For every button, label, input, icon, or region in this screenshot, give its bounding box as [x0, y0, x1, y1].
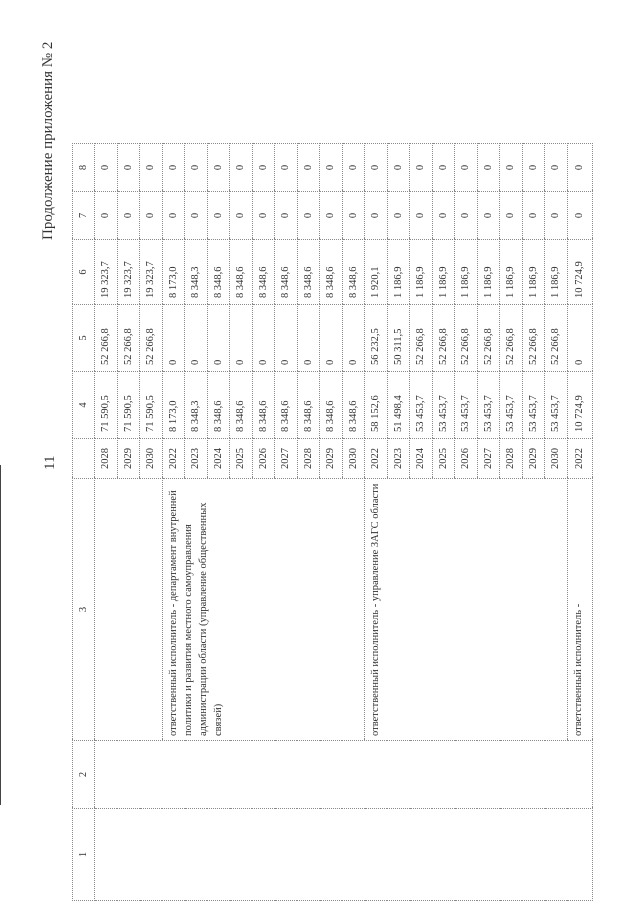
total-cell: 10 724,9 [567, 372, 593, 439]
col-8-cell: 0 [297, 144, 320, 192]
col-5-cell: 52 266,8 [432, 305, 455, 372]
col-6-cell: 8 348,6 [252, 240, 275, 305]
col-7-cell: 0 [230, 192, 253, 240]
total-cell: 8 348,6 [342, 372, 365, 439]
executor-cell: ответственный исполнитель - управление ЗАГС области [365, 479, 568, 741]
col-6-cell: 8 348,6 [230, 240, 253, 305]
header-col-8: 8 [73, 144, 95, 192]
col-2-cell [95, 741, 593, 809]
budget-table [72, 143, 593, 901]
col-6-cell: 8 173,0 [162, 240, 185, 305]
col-6-cell: 1 186,9 [500, 240, 523, 305]
col-6-cell: 1 186,9 [522, 240, 545, 305]
col-8-cell: 0 [320, 144, 343, 192]
executor-cell: ответственный исполнитель - департамент внутренней политики и развития местного самоуправления администрации области (управление общественных связей) [162, 479, 365, 741]
col-5-cell: 52 266,8 [117, 305, 140, 372]
year-cell: 2026 [252, 439, 275, 479]
col-8-cell: 0 [567, 144, 593, 192]
col-5-cell: 52 266,8 [477, 305, 500, 372]
header-col-6: 6 [73, 240, 95, 305]
total-cell: 53 453,7 [477, 372, 500, 439]
col-7-cell: 0 [500, 192, 523, 240]
header-col-5: 5 [73, 305, 95, 372]
col-6-cell: 1 186,9 [455, 240, 478, 305]
col-7-cell: 0 [342, 192, 365, 240]
col-6-cell: 8 348,3 [185, 240, 208, 305]
table-body [95, 144, 593, 901]
col-7-cell: 0 [252, 192, 275, 240]
col-6-cell: 8 348,6 [342, 240, 365, 305]
year-cell: 2028 [297, 439, 320, 479]
col-7-cell: 0 [522, 192, 545, 240]
col-7-cell: 0 [432, 192, 455, 240]
col-5-cell: 0 [207, 305, 230, 372]
year-cell: 2022 [567, 439, 593, 479]
total-cell: 8 348,6 [297, 372, 320, 439]
col-5-cell: 0 [567, 305, 593, 372]
col-5-cell: 52 266,8 [545, 305, 568, 372]
total-cell: 53 453,7 [545, 372, 568, 439]
table-row [95, 144, 118, 901]
col-5-cell: 52 266,8 [140, 305, 163, 372]
total-cell: 71 590,5 [117, 372, 140, 439]
header-col-1: 1 [73, 809, 95, 901]
col-6-cell: 19 323,7 [95, 240, 118, 305]
col-6-cell: 1 186,9 [477, 240, 500, 305]
year-cell: 2024 [410, 439, 433, 479]
col-6-cell: 8 348,6 [275, 240, 298, 305]
executor-cell: ответственный исполнитель - [567, 479, 593, 741]
col-7-cell: 0 [185, 192, 208, 240]
total-cell: 8 348,6 [252, 372, 275, 439]
col-7-cell: 0 [207, 192, 230, 240]
col-8-cell: 0 [230, 144, 253, 192]
year-cell: 2029 [522, 439, 545, 479]
year-cell: 2029 [320, 439, 343, 479]
year-cell: 2022 [365, 439, 388, 479]
col-8-cell: 0 [432, 144, 455, 192]
col-8-cell: 0 [365, 144, 388, 192]
year-cell: 2022 [162, 439, 185, 479]
year-cell: 2030 [140, 439, 163, 479]
total-cell: 8 348,3 [185, 372, 208, 439]
col-7-cell: 0 [567, 192, 593, 240]
header-col-7: 7 [73, 192, 95, 240]
col-7-cell: 0 [297, 192, 320, 240]
total-cell: 71 590,5 [95, 372, 118, 439]
year-cell: 2029 [117, 439, 140, 479]
appendix-label: Продолжение приложения № 2 [40, 41, 56, 240]
total-cell: 8 173,0 [162, 372, 185, 439]
col-5-cell: 52 266,8 [455, 305, 478, 372]
col-7-cell: 0 [387, 192, 410, 240]
col-6-cell: 1 186,9 [387, 240, 410, 305]
col-8-cell: 0 [342, 144, 365, 192]
header-col-3: 3 [73, 479, 95, 741]
col-7-cell: 0 [320, 192, 343, 240]
col-7-cell: 0 [117, 192, 140, 240]
col-7-cell: 0 [95, 192, 118, 240]
year-cell: 2030 [342, 439, 365, 479]
col-8-cell: 0 [207, 144, 230, 192]
col-6-cell: 8 348,6 [207, 240, 230, 305]
total-cell: 53 453,7 [432, 372, 455, 439]
col-8-cell: 0 [522, 144, 545, 192]
top-rule [0, 465, 1, 805]
col-5-cell: 56 232,5 [365, 305, 388, 372]
col-6-cell: 1 186,9 [410, 240, 433, 305]
header-row [73, 144, 95, 901]
col-5-cell: 52 266,8 [522, 305, 545, 372]
year-cell: 2028 [500, 439, 523, 479]
col-6-cell: 1 186,9 [432, 240, 455, 305]
total-cell: 51 498,4 [387, 372, 410, 439]
total-cell: 8 348,6 [207, 372, 230, 439]
executor-cell [95, 479, 163, 741]
year-cell: 2025 [230, 439, 253, 479]
col-8-cell: 0 [117, 144, 140, 192]
year-cell: 2028 [95, 439, 118, 479]
col-8-cell: 0 [455, 144, 478, 192]
col-5-cell: 0 [342, 305, 365, 372]
col-8-cell: 0 [500, 144, 523, 192]
col-8-cell: 0 [185, 144, 208, 192]
year-cell: 2025 [432, 439, 455, 479]
col-8-cell: 0 [410, 144, 433, 192]
col-5-cell: 0 [320, 305, 343, 372]
year-cell: 2026 [455, 439, 478, 479]
total-cell: 53 453,7 [500, 372, 523, 439]
col-5-cell: 50 311,5 [387, 305, 410, 372]
col-8-cell: 0 [162, 144, 185, 192]
col-7-cell: 0 [365, 192, 388, 240]
year-cell: 2023 [387, 439, 410, 479]
col-6-cell: 1 186,9 [545, 240, 568, 305]
col-6-cell: 19 323,7 [140, 240, 163, 305]
total-cell: 53 453,7 [522, 372, 545, 439]
year-cell: 2027 [275, 439, 298, 479]
header-col-4: 4 [73, 372, 95, 439]
header-col-2: 2 [73, 741, 95, 809]
col-7-cell: 0 [140, 192, 163, 240]
total-cell: 8 348,6 [320, 372, 343, 439]
col-5-cell: 52 266,8 [410, 305, 433, 372]
col-5-cell: 52 266,8 [95, 305, 118, 372]
col-8-cell: 0 [275, 144, 298, 192]
col-7-cell: 0 [477, 192, 500, 240]
total-cell: 58 152,6 [365, 372, 388, 439]
col-8-cell: 0 [545, 144, 568, 192]
total-cell: 53 453,7 [410, 372, 433, 439]
col-5-cell: 0 [297, 305, 320, 372]
total-cell: 8 348,6 [230, 372, 253, 439]
year-cell: 2024 [207, 439, 230, 479]
col-7-cell: 0 [275, 192, 298, 240]
total-cell: 71 590,5 [140, 372, 163, 439]
col-1-cell [95, 809, 593, 901]
year-cell: 2030 [545, 439, 568, 479]
col-5-cell: 0 [185, 305, 208, 372]
col-5-cell: 0 [230, 305, 253, 372]
col-6-cell: 19 323,7 [117, 240, 140, 305]
col-5-cell: 0 [275, 305, 298, 372]
col-5-cell: 52 266,8 [500, 305, 523, 372]
col-6-cell: 1 920,1 [365, 240, 388, 305]
col-5-cell: 0 [162, 305, 185, 372]
col-6-cell: 8 348,6 [320, 240, 343, 305]
col-7-cell: 0 [410, 192, 433, 240]
total-cell: 53 453,7 [455, 372, 478, 439]
total-cell: 8 348,6 [275, 372, 298, 439]
col-6-cell: 10 724,9 [567, 240, 593, 305]
col-8-cell: 0 [140, 144, 163, 192]
col-5-cell: 0 [252, 305, 275, 372]
col-8-cell: 0 [252, 144, 275, 192]
year-cell: 2023 [185, 439, 208, 479]
page-number: 11 [42, 455, 58, 470]
col-8-cell: 0 [477, 144, 500, 192]
col-7-cell: 0 [455, 192, 478, 240]
col-6-cell: 8 348,6 [297, 240, 320, 305]
col-8-cell: 0 [95, 144, 118, 192]
col-7-cell: 0 [545, 192, 568, 240]
header-col-year [73, 439, 95, 479]
col-8-cell: 0 [387, 144, 410, 192]
year-cell: 2027 [477, 439, 500, 479]
col-7-cell: 0 [162, 192, 185, 240]
